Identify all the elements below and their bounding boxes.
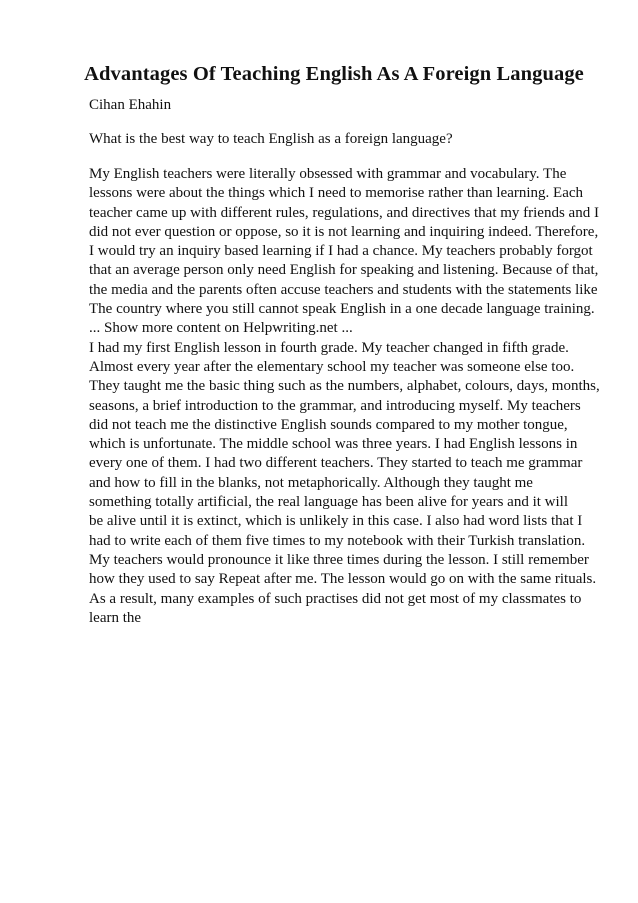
- text-line: which is unfortunate. The middle school was three years. I had English lessons in: [89, 436, 578, 453]
- text-line: did not teach me the distinctive English sounds compared to my mother tongue,: [89, 416, 568, 433]
- text-line: seasons, a brief introduction to the grammar, and introducing myself. My teachers: [89, 397, 581, 414]
- text-line: did not ever question or oppose, so it is not learning and inquiring indeed. Therefore,: [89, 223, 599, 240]
- text-line: learn the: [89, 609, 142, 626]
- show-more-link[interactable]: ... Show more content on Helpwriting.net ...: [89, 320, 353, 337]
- text-line: how they used to say Repeat after me. The lesson would go on with the same rituals.: [89, 571, 597, 588]
- essay-body: [89, 165, 600, 628]
- text-line: and how to fill in the blanks, not metaphorically. Although they taught me: [89, 474, 533, 491]
- text-line: The country where you still cannot speak English in a one decade language training.: [89, 301, 595, 318]
- text-line: As a result, many examples of such practises did not get most of my classmates to: [89, 590, 582, 607]
- essay-question: What is the best way to teach English as a foreign language?: [89, 131, 453, 147]
- text-line: Almost every year after the elementary school my teacher was someone else too.: [89, 358, 575, 375]
- text-line: teacher came up with different rules, regulations, and directives that my friends and I: [89, 204, 599, 221]
- text-line: They taught me the basic thing such as the numbers, alphabet, colours, days, months,: [89, 378, 600, 395]
- text-line: be alive until it is extinct, which is unlikely in this case. I also had word lists that I: [89, 513, 583, 530]
- document-title: Advantages Of Teaching English As A Foreign Language: [84, 63, 584, 85]
- text-line: lessons were about the things which I need to memorise rather than learning. Each: [89, 185, 584, 202]
- text-line: something totally artificial, the real language has been alive for years and it will: [89, 494, 568, 511]
- text-line: I would try an inquiry based learning if I had a chance. My teachers probably forgot: [89, 243, 593, 260]
- text-line: My teachers would pronounce it like three times during the lesson. I still remember: [89, 551, 589, 568]
- author-name: Cihan Ehahin: [89, 97, 172, 113]
- text-line: I had my first English lesson in fourth grade. My teacher changed in fifth grade.: [89, 339, 569, 356]
- text-line: every one of them. I had two different teachers. They started to teach me grammar: [89, 455, 583, 472]
- text-line: the media and the parents often accuse teachers and students with the statements like: [89, 281, 598, 298]
- text-line: that an average person only need English for speaking and listening. Because of that,: [89, 262, 599, 279]
- text-line: had to write each of them five times to my notebook with their Turkish translation.: [89, 532, 586, 549]
- text-line: My English teachers were literally obsessed with grammar and vocabulary. The: [89, 166, 567, 182]
